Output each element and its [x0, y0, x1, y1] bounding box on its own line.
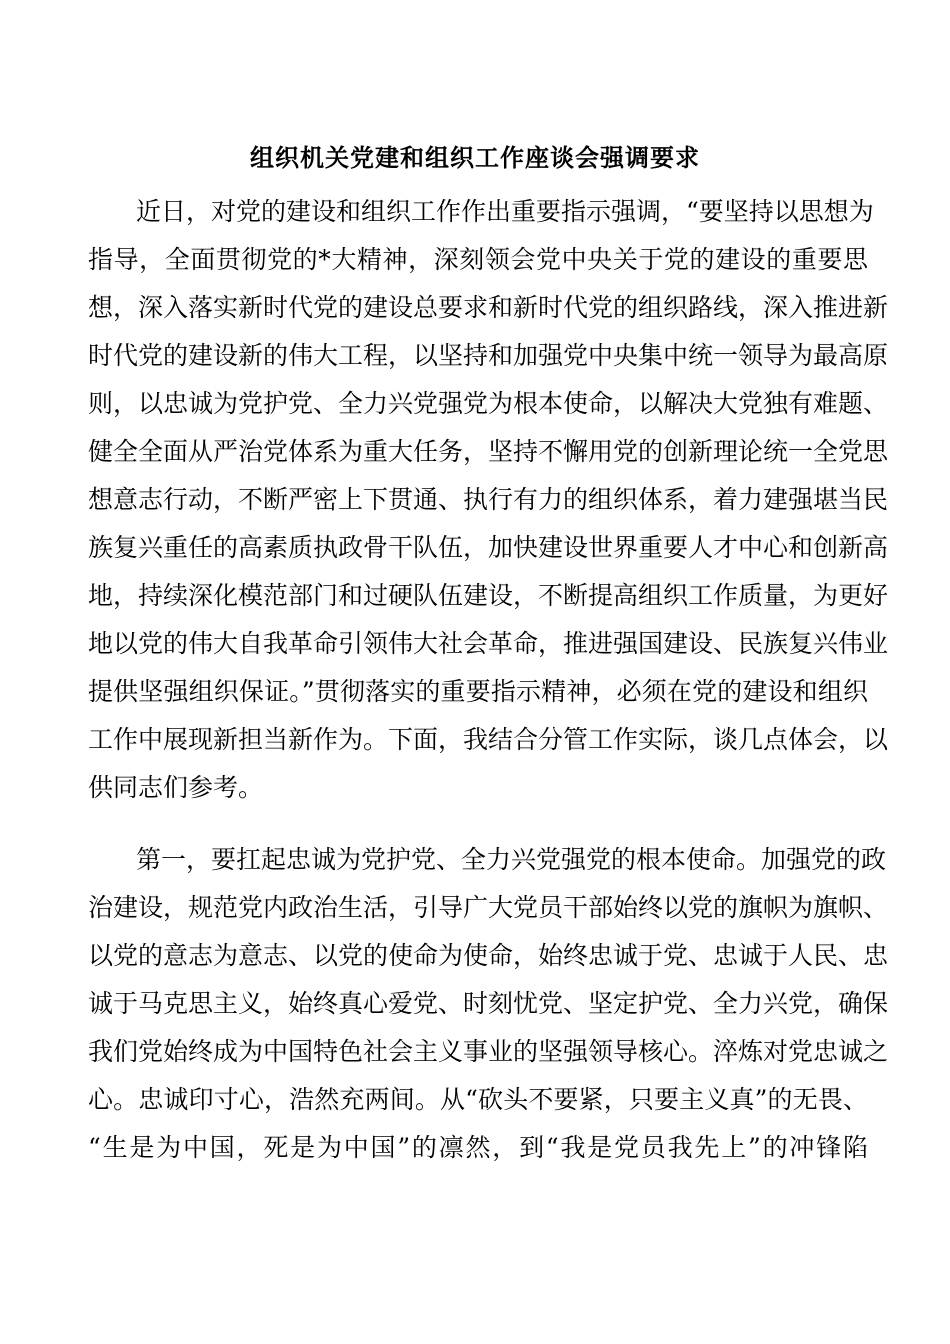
document-title: 组织机关党建和组织工作座谈会强调要求	[250, 143, 700, 172]
paragraph-2-line: 以党的意志为意志、以党的使命为使命，始终忠诚于党、忠诚于人民、忠	[88, 941, 889, 970]
paragraph-1-line: 族复兴重任的高素质执政骨干队伍，加快建设世界重要人才中心和创新高	[88, 533, 889, 562]
paragraph-1-line: 地，持续深化模范部门和过硬队伍建设，不断提高组织工作质量，为更好	[88, 581, 889, 610]
paragraph-1-line: 想，深入落实新时代党的建设总要求和新时代党的组织路线，深入推进新	[88, 293, 889, 322]
paragraph-1-line: 想意志行动，不断严密上下贯通、执行有力的组织体系，着力建强堪当民	[88, 485, 889, 514]
paragraph-1-line: 供同志们参考。	[88, 773, 264, 802]
paragraph-2-line: 我们党始终成为中国特色社会主义事业的坚强领导核心。淬炼对党忠诚之	[88, 1037, 889, 1066]
paragraph-1-line: 则，以忠诚为党护党、全力兴党强党为根本使命，以解决大党独有难题、	[88, 389, 889, 418]
paragraph-1-line: 工作中展现新担当新作为。下面，我结合分管工作实际，谈几点体会，以	[88, 725, 889, 754]
paragraph-2-line: 治建设，规范党内政治生活，引导广大党员干部始终以党的旗帜为旗帜、	[88, 893, 889, 922]
paragraph-2-line: 心。忠诚印寸心，浩然充两间。从“砍头不要紧，只要主义真”的无畏、	[88, 1085, 868, 1114]
paragraph-2-line: 诚于马克思主义，始终真心爱党、时刻忧党、坚定护党、全力兴党，确保	[88, 989, 889, 1018]
paragraph-2-line: “生是为中国，死是为中国”的凛然，到“我是党员我先上”的冲锋陷	[88, 1133, 868, 1162]
paragraph-1-line: 提供坚强组织保证。”贯彻落实的重要指示精神，必须在党的建设和组织	[88, 677, 868, 706]
paragraph-1-line: 指导，全面贯彻党的*大精神，深刻领会党中央关于党的建设的重要思	[88, 245, 868, 274]
paragraph-1-line: 时代党的建设新的伟大工程，以坚持和加强党中央集中统一领导为最高原	[88, 341, 889, 370]
paragraph-1-line: 健全全面从严治党体系为重大任务，坚持不懈用党的创新理论统一全党思	[88, 437, 889, 466]
paragraph-2-line: 第一，要扛起忠诚为党护党、全力兴党强党的根本使命。加强党的政	[136, 845, 887, 874]
paragraph-1-line: 近日，对党的建设和组织工作作出重要指示强调，“要坚持以思想为	[136, 197, 874, 226]
paragraph-1-line: 地以党的伟大自我革命引领伟大社会革命，推进强国建设、民族复兴伟业	[88, 629, 889, 658]
